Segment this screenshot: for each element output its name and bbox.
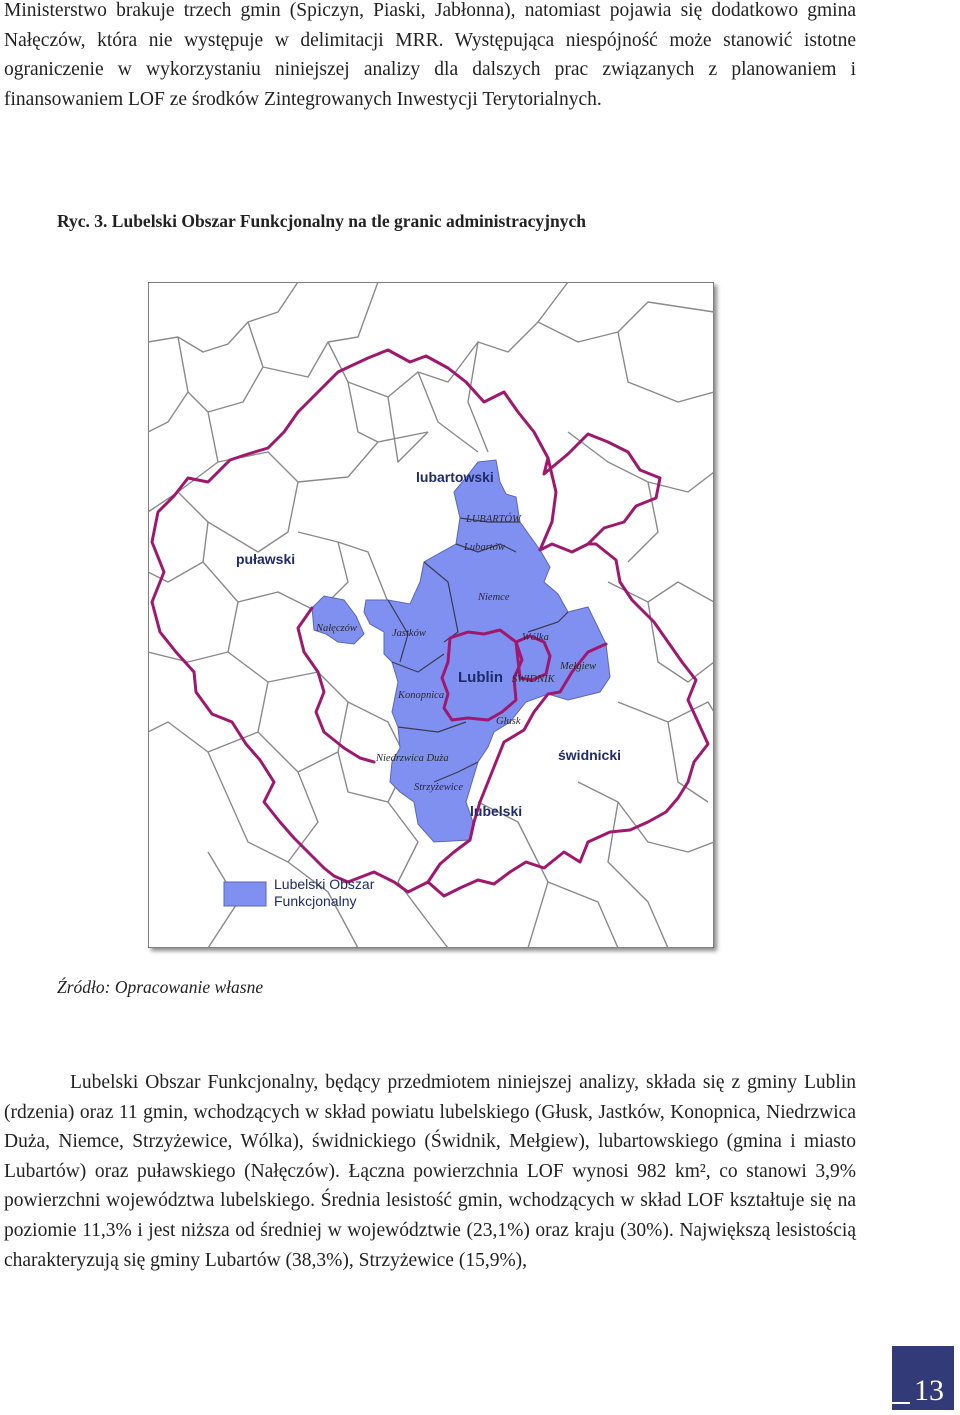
body-paragraph: Lubelski Obszar Funkcjonalny, będący przedmiotem niniejszej analizy, składa się z gminy Lublin (rdzenia) oraz 11 gmin, wchodzących w skład powiatu lubelskiego (Głusk, Jastków, Konopnica, Niedrzwica Duża, Niemce, Strzyżewice, Wólka), świdnickiego (Świdnik, Mełgiew), lubartowskiego (gmina i miasto Lubartów) oraz puławskiego (Nałęczów). Łączna powierzchnia LOF wynosi 982 km², co stanowi 3,9% powierzchni województwa lubelskiego. Średnia lesistość gmin, wchodzących w skład LOF kształtuje się na poziomie 11,3% i jest niższa od średniej w województwie (23,1%) oraz kraju (30%). Największą lesistością charakteryzują się gminy Lubartów (38,3%), Strzyżewice (15,9%), bbox=[4, 1072, 856, 1271]
legend-line2: Funkcjonalny bbox=[274, 893, 357, 909]
label-lubartow-city: LUBARTÓW bbox=[466, 514, 521, 525]
label-lublin: Lublin bbox=[458, 669, 503, 686]
page-number-bar bbox=[892, 1402, 910, 1404]
label-jastkow: Jastków bbox=[392, 628, 426, 639]
legend-swatch bbox=[224, 882, 266, 906]
label-naleczow: Nałęczów bbox=[316, 623, 357, 634]
label-niemce: Niemce bbox=[478, 592, 510, 603]
intro-paragraph: Ministerstwo brakuje trzech gmin (Spiczyn, Piaski, Jabłonna), natomiast pojawia się dodatkowo gmina Nałęczów, która nie występuje w delimitacji MRR. Występująca niespójność może stanowić istotne ograniczenie w wykorzystaniu niniejszej analizy dla dalszych prac związanych z planowaniem i finansowaniem LOF ze środków Zintegrowanych Inwestycji Terytorialnych. bbox=[4, 0, 856, 110]
page-number: 13 bbox=[914, 1374, 944, 1407]
label-niedrzwica: Niedrzwica Duża bbox=[376, 753, 449, 764]
legend-line1: Lubelski Obszar bbox=[274, 876, 375, 892]
label-glusk: Głusk bbox=[496, 716, 521, 727]
page-number-badge bbox=[892, 1346, 954, 1410]
figure-source: Źródło: Opracowanie własne bbox=[57, 977, 264, 997]
label-swidnicki: świdnicki bbox=[558, 747, 622, 763]
label-strzyzewice: Strzyżewice bbox=[414, 782, 463, 793]
map-svg bbox=[148, 282, 714, 948]
figure-caption: Ryc. 3. Lubelski Obszar Funkcjonalny na tle granic administracyjnych bbox=[57, 211, 586, 231]
lof-map bbox=[148, 282, 714, 948]
label-lubartow: Lubartów bbox=[464, 542, 505, 553]
label-lubartowski: lubartowski bbox=[416, 469, 494, 485]
label-swidnik: ŚWIDNIK bbox=[512, 674, 555, 685]
label-pulawski: puławski bbox=[236, 551, 296, 567]
label-wolka: Wólka bbox=[522, 632, 549, 643]
label-melgiew: Mełgiew bbox=[560, 661, 597, 672]
label-konopnica: Konopnica bbox=[398, 690, 445, 701]
label-lubelski: lubelski bbox=[470, 803, 523, 819]
